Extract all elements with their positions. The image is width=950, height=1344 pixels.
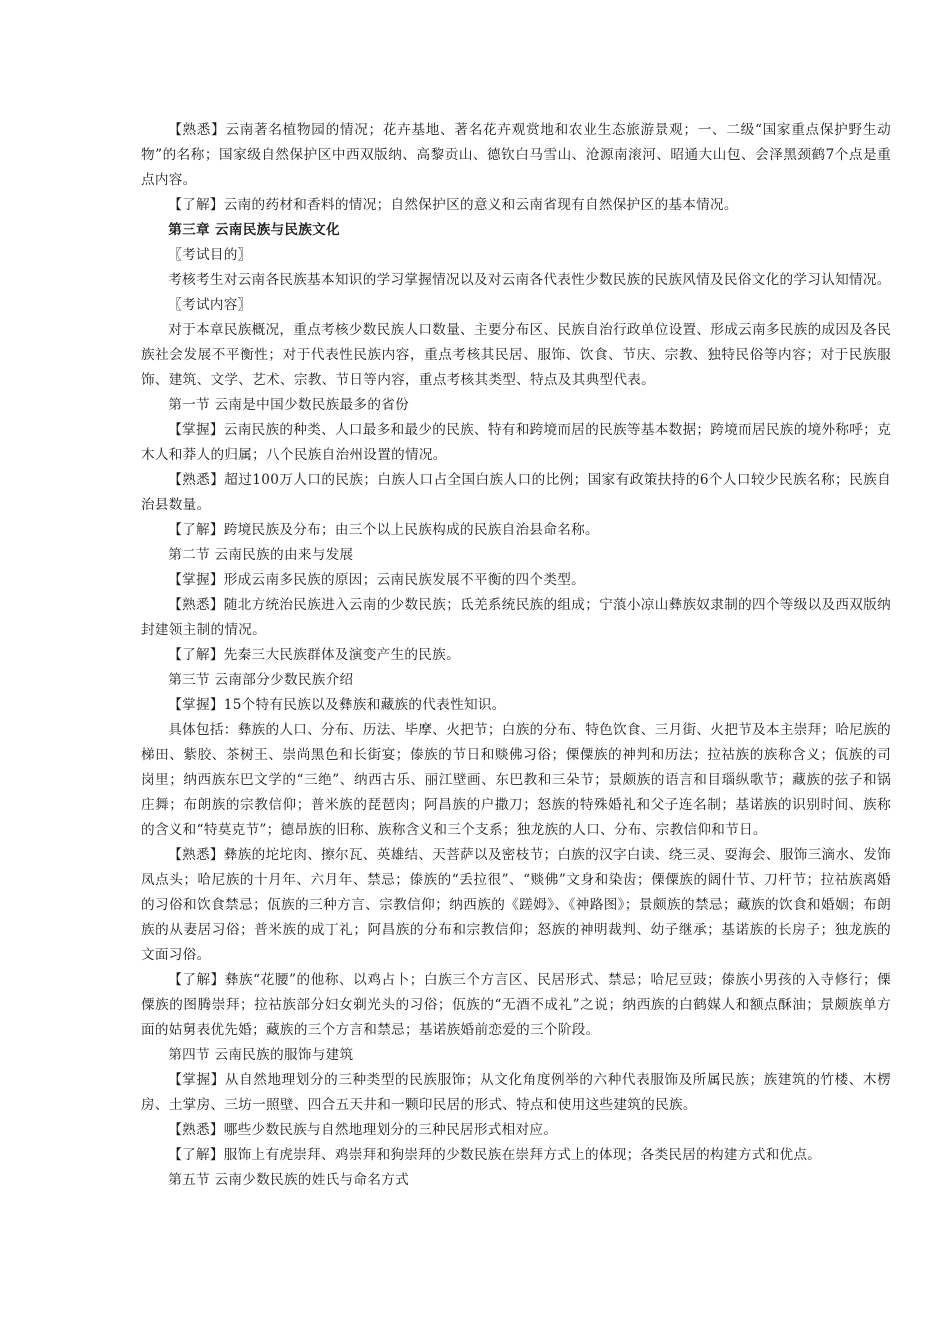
level-label: 【了解】 bbox=[168, 197, 224, 213]
chapter-title: 第三章 云南民族与民族文化 bbox=[168, 222, 340, 238]
section-title-text: 第二节 云南民族的由来与发展 bbox=[168, 547, 354, 563]
paragraph bbox=[141, 193, 891, 218]
section-title bbox=[141, 1043, 891, 1068]
section-title bbox=[141, 543, 891, 568]
paragraph bbox=[141, 1118, 891, 1143]
paragraph bbox=[141, 593, 891, 643]
level-label: 【熟悉】 bbox=[168, 122, 226, 138]
paragraph-text: 彝族的坨坨肉、擦尔瓦、英雄结、天菩萨以及密枝节；白族的汉字白读、绕三灵、耍海会、服饰三滴水、发饰凤点头；哈尼族的十月年、六月年、禁忌；傣族的“丢拉很”、“赕佛”文身和染齿；傈僳族的阔什节、刀杆节；拉祜族离婚的习俗和饮食禁忌；佤族的三种方言、宗教信仰；纳西族的《蹉姆》、《神路图》；景颇族的禁忌；藏族的饮食和婚姻；布朗族的从妻居习俗；普米族的成丁礼；阿昌族的分布和宗教信仰；怒族的神明裁判、幼子继承；基诺族的长房子；独龙族的文面习俗。 bbox=[141, 847, 891, 963]
section-label bbox=[141, 243, 891, 268]
paragraph bbox=[141, 1143, 891, 1168]
paragraph-text: 超过100万人口的民族；白族人口占全国白族人口的比例；国家有政策扶持的6个人口较少民族名称；民族自治县数量。 bbox=[141, 472, 891, 513]
paragraph-text: 先秦三大民族群体及演变产生的民族。 bbox=[223, 647, 460, 663]
paragraph-text: 考核考生对云南各民族基本知识的学习掌握情况以及对云南各代表性少数民族的民族风情及民俗文化的学习认知情况。 bbox=[168, 272, 891, 288]
paragraph bbox=[141, 693, 891, 718]
paragraph bbox=[141, 318, 891, 393]
section-title bbox=[141, 1168, 891, 1193]
paragraph-text: 从自然地理划分的三种类型的民族服饰；从文化角度例举的六种代表服饰及所属民族；族建筑的竹楼、木楞房、土掌房、三坊一照壁、四合五天井和一颗印民居的形式、特点和使用这些建筑的民族。 bbox=[141, 1072, 891, 1113]
level-label: 【了解】 bbox=[168, 972, 225, 988]
level-label: 【了解】 bbox=[168, 647, 224, 663]
level-label: 【掌握】 bbox=[168, 1072, 225, 1088]
section-title-text: 第五节 云南少数民族的姓氏与命名方式 bbox=[168, 1172, 410, 1188]
section-label-text: 〖考试目的〗 bbox=[168, 247, 252, 263]
paragraph-text: 跨境民族及分布；由三个以上民族构成的民族自治县命名称。 bbox=[223, 522, 599, 538]
document-page bbox=[141, 118, 891, 1193]
level-label: 【掌握】 bbox=[168, 422, 224, 438]
paragraph bbox=[141, 568, 891, 593]
paragraph-text: 哪些少数民族与自然地理划分的三种民居形式相对应。 bbox=[223, 1122, 558, 1138]
paragraph bbox=[141, 843, 891, 968]
section-title bbox=[141, 668, 891, 693]
paragraph bbox=[141, 718, 891, 843]
level-label: 【了解】 bbox=[168, 522, 224, 538]
level-label: 【熟悉】 bbox=[168, 597, 224, 613]
level-label: 【掌握】 bbox=[168, 697, 224, 713]
level-label: 【熟悉】 bbox=[168, 847, 224, 863]
paragraph bbox=[141, 968, 891, 1043]
paragraph-text: 彝族“花腰”的他称、以鸡占卜；白族三个方言区、民居形式、禁忌；哈尼豆豉；傣族小男孩的入寺修行；傈僳族的图腾崇拜；拉祜族部分妇女剃光头的习俗；佤族的“无酒不成礼”之说；纳西族的白鹤媒人和额点酥油；景颇族单方面的姑舅表优先婚；藏族的三个方言和禁忌；基诺族婚前恋爱的三个阶段。 bbox=[141, 972, 892, 1038]
section-label bbox=[141, 293, 891, 318]
paragraph-text: 随北方统治民族进入云南的少数民族；氐羌系统民族的组成；宁蒗小凉山彝族奴隶制的四个等级以及西双版纳封建领主制的情况。 bbox=[141, 597, 891, 638]
paragraph-text: 云南著名植物园的情况；花卉基地、著名花卉观赏地和农业生态旅游景观；一、二级“国家重点保护野生动物”的名称；国家级自然保护区中西双版纳、高黎贡山、德钦白马雪山、沧源南滚河、昭通大山包、会泽黑颈鹤7个点是重点内容。 bbox=[141, 122, 892, 188]
level-label: 【熟悉】 bbox=[168, 472, 225, 488]
section-label-text: 〖考试内容〗 bbox=[168, 297, 252, 313]
level-label: 【掌握】 bbox=[168, 572, 224, 588]
paragraph-text: 15个特有民族以及彝族和藏族的代表性知识。 bbox=[223, 697, 506, 713]
paragraph bbox=[141, 643, 891, 668]
paragraph bbox=[141, 1068, 891, 1118]
paragraph-text: 具体包括：彝族的人口、分布、历法、毕摩、火把节；白族的分布、特色饮食、三月街、火把节及本主崇拜；哈尼族的梯田、紫胶、茶树王、崇尚黑色和长街宴；傣族的节日和赕佛习俗；傈僳族的神判和历法；拉祜族的族称含义；佤族的司岗里；纳西族东巴文学的“三绝”、纳西古乐、丽江壁画、东巴教和三朵节；景颇族的语言和目瑙纵歌节；藏族的弦子和锅庄舞；布朗族的宗教信仰；普米族的琵琶肉；阿昌族的户撒刀；怒族的特殊婚礼和父子连名制；基诺族的识别时间、族称的含义和“特莫克节”；德昂族的旧称、族称含义和三个支系；独龙族的人口、分布、宗教信仰和节日。 bbox=[141, 722, 891, 838]
paragraph bbox=[141, 468, 891, 518]
paragraph bbox=[141, 268, 891, 293]
paragraph-text: 对于本章民族概况，重点考核少数民族人口数量、主要分布区、民族自治行政单位设置、形成云南多民族的成因及各民族社会发展不平衡性；对于代表性民族内容，重点考核其民居、服饰、饮食、节庆、宗教、独特民俗等内容；对于民族服饰、建筑、文学、艺术、宗教、节日等内容，重点考核其类型、特点及其典型代表。 bbox=[141, 322, 891, 388]
section-title-text: 第四节 云南民族的服饰与建筑 bbox=[168, 1047, 354, 1063]
level-label: 【熟悉】 bbox=[168, 1122, 224, 1138]
section-title-text: 第三节 云南部分少数民族介绍 bbox=[168, 672, 354, 688]
paragraph-text: 云南的药材和香料的情况；自然保护区的意义和云南省现有自然保护区的基本情况。 bbox=[223, 197, 738, 213]
paragraph-text: 服饰上有虎崇拜、鸡崇拜和狗崇拜的少数民族在崇拜方式上的体现；各类民居的构建方式和优点。 bbox=[223, 1147, 822, 1163]
paragraph-text: 形成云南多民族的原因；云南民族发展不平衡的四个类型。 bbox=[223, 572, 586, 588]
paragraph bbox=[141, 418, 891, 468]
section-title bbox=[141, 393, 891, 418]
paragraph bbox=[141, 118, 891, 193]
paragraph-text: 云南民族的种类、人口最多和最少的民族、特有和跨境而居的民族等基本数据；跨境而居民族的境外称呼；克木人和莽人的归属；八个民族自治州设置的情况。 bbox=[141, 422, 891, 463]
level-label: 【了解】 bbox=[168, 1147, 224, 1163]
chapter-heading bbox=[141, 218, 891, 243]
section-title-text: 第一节 云南是中国少数民族最多的省份 bbox=[168, 397, 410, 413]
paragraph bbox=[141, 518, 891, 543]
